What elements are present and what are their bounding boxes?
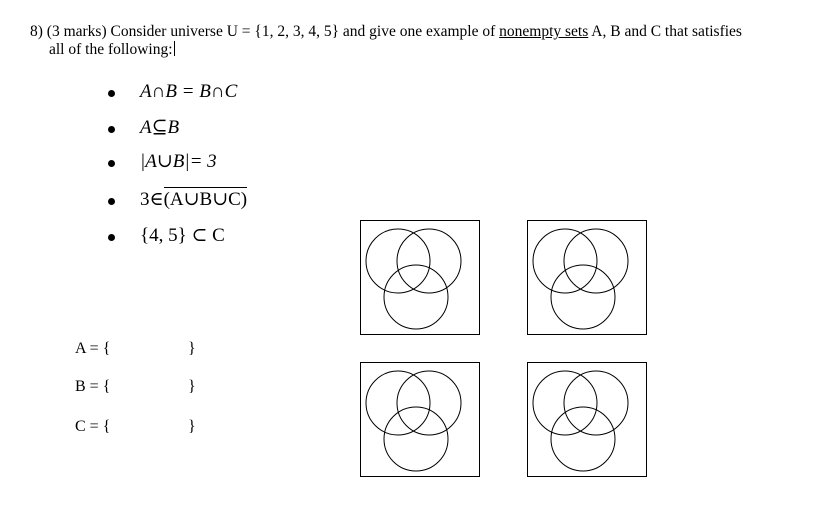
question-line-2-text: all of the following:: [49, 41, 173, 58]
venn-circle-c: [384, 407, 448, 471]
venn-circle-c: [551, 265, 615, 329]
venn-circle-a: [533, 371, 597, 435]
venn-circle-b: [564, 229, 628, 293]
bullet-icon: [108, 198, 115, 205]
question-suffix: A, B and C that satisfies: [588, 23, 742, 40]
venn-circle-b: [397, 229, 461, 293]
venn-diagram-3: [360, 362, 480, 477]
venn-circle-c: [384, 265, 448, 329]
venn-circle-a: [533, 229, 597, 293]
closing-brace: }: [188, 340, 196, 357]
question-text: [30, 23, 820, 59]
venn-diagram-1: [360, 220, 480, 335]
question-line-2: [30, 41, 820, 59]
condition-text: {4, 5} ⊂ C: [140, 225, 225, 246]
venn-circle-b: [397, 371, 461, 435]
venn-diagram-4: [527, 362, 647, 477]
answer-label: C = {: [75, 418, 111, 435]
bullet-icon: [108, 90, 115, 97]
bullet-icon: [108, 126, 115, 133]
answer-set-b[interactable]: [75, 378, 215, 402]
closing-brace: }: [188, 418, 196, 435]
bullet-icon: [108, 234, 115, 241]
overlined-expression: (A∪B∪C): [163, 189, 248, 210]
underlined-phrase: nonempty sets: [499, 23, 589, 40]
venn-diagram-2: [527, 220, 647, 335]
venn-circle-a: [366, 371, 430, 435]
condition-prefix: 3∈: [140, 189, 164, 210]
venn-circle-c: [551, 407, 615, 471]
text-cursor: [174, 41, 175, 56]
venn-circle-b: [564, 371, 628, 435]
question-prefix: 8) (3 marks) Consider universe U = {1, 2, 3, 4, 5} and give one example of: [30, 23, 500, 40]
answer-label: B = {: [75, 378, 111, 395]
closing-brace: }: [188, 378, 196, 395]
answer-label: A = {: [75, 340, 111, 357]
condition-text: [140, 186, 247, 214]
condition-text: A∩B = B∩C: [140, 81, 238, 102]
bullet-icon: [108, 160, 115, 167]
answer-set-c[interactable]: [75, 418, 215, 442]
condition-text: |A∪B|= 3: [140, 151, 217, 172]
question-line-1: [30, 23, 820, 41]
venn-circle-a: [366, 229, 430, 293]
condition-text: A⊆B: [140, 117, 180, 138]
answer-set-a[interactable]: [75, 340, 215, 364]
